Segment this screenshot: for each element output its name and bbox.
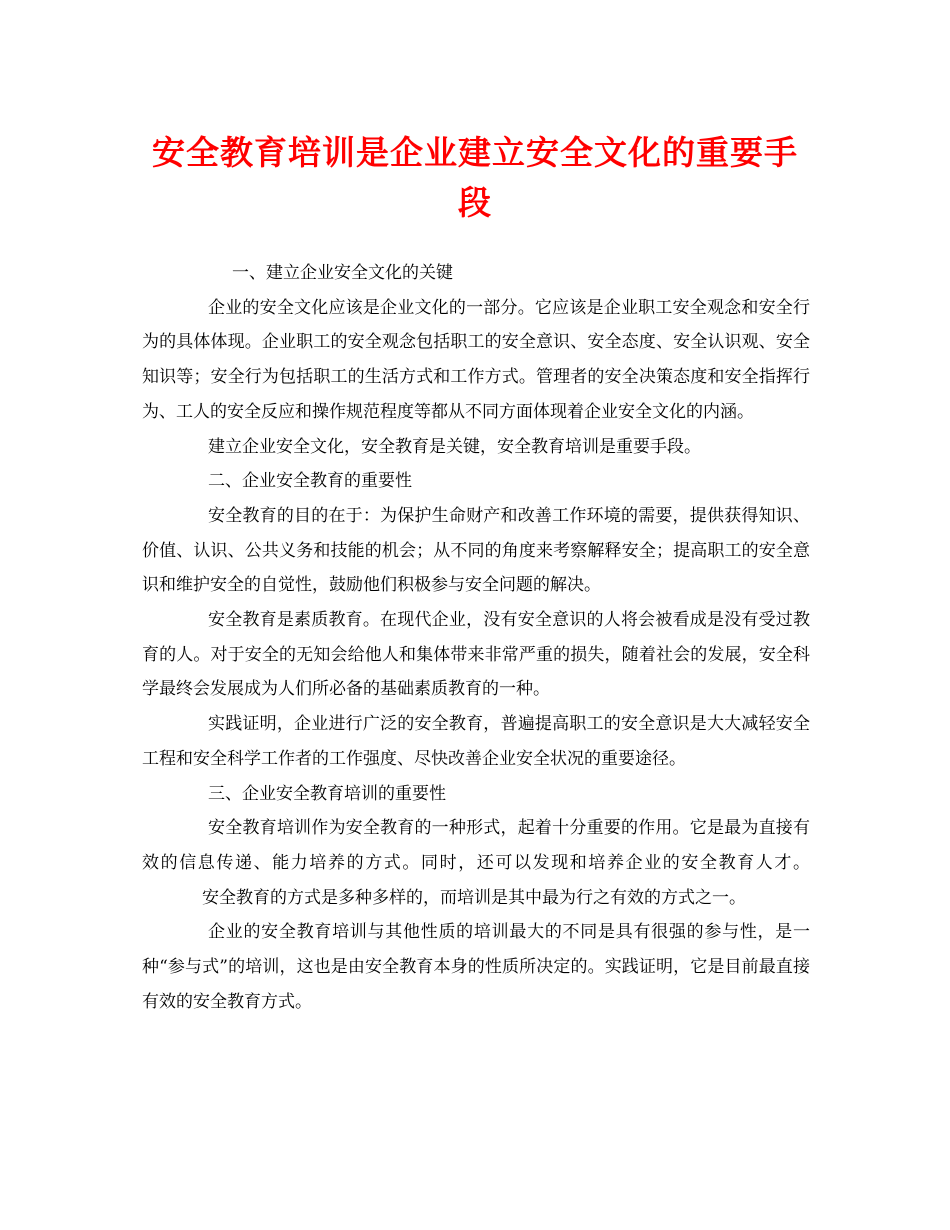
paragraph: 安全教育的目的在于：为保护生命财产和改善工作环境的需要，提供获得知识、价值、认识、公共义务和技能的机会；从不同的角度来考察解释安全；提高职工的安全意识和维护安全的自觉性，鼓励他们积极参与安全问题的解决。	[142, 505, 810, 596]
section-heading-1: 一、建立企业安全文化的关键	[232, 263, 453, 283]
paragraph: 企业的安全教育培训与其他性质的培训最大的不同是具有很强的参与性，是一种“参与式”的培训，这也是由安全教育本身的性质所决定的。实践证明，它是目前最直接有效的安全教育方式。	[142, 922, 810, 1012]
document-body	[142, 256, 810, 1019]
paragraph: 企业的安全文化应该是企业文化的一部分。它应该是企业职工安全观念和安全行为的具体体现。企业职工的安全观念包括职工的安全意识、安全态度、安全认识观、安全知识等；安全行为包括职工的生活方式和工作方式。管理者的安全决策态度和安全指挥行为、工人的安全反应和操作规范程度等都从不同方面体现着企业安全文化的内涵。	[142, 297, 810, 422]
paragraph: 安全教育是素质教育。在现代企业，没有安全意识的人将会被看成是没有受过教育的人。对于安全的无知会给他人和集体带来非常严重的损失，随着社会的发展，安全科学最终会发展成为人们所必备的基础素质教育的一种。	[142, 610, 810, 700]
paragraph: 建立企业安全文化，安全教育是关键，安全教育培训是重要手段。	[208, 436, 701, 457]
document-title: 安全教育培训是企业建立安全文化的重要手段	[152, 133, 798, 222]
section-heading-3: 三、企业安全教育培训的重要性	[208, 783, 446, 804]
paragraph-part: 安全教育培训作为安全教育的一种形式，起着十分重要的作用。它是最为直接有效的信息传递、能力培养的方式。同时，还可以发现和培养企业的安全教育人才。	[142, 818, 810, 873]
paragraph: 实践证明，企业进行广泛的安全教育，普遍提高职工的安全意识是大大减轻安全工程和安全科学工作者的工作强度、尽快改善企业安全状况的重要途径。	[142, 714, 810, 769]
paragraph	[142, 811, 810, 915]
section-heading-2: 二、企业安全教育的重要性	[208, 471, 412, 492]
paragraph-part: 安全教育的方式是多种多样的，而培训是其中最为行之有效的方式之一。	[202, 887, 746, 908]
